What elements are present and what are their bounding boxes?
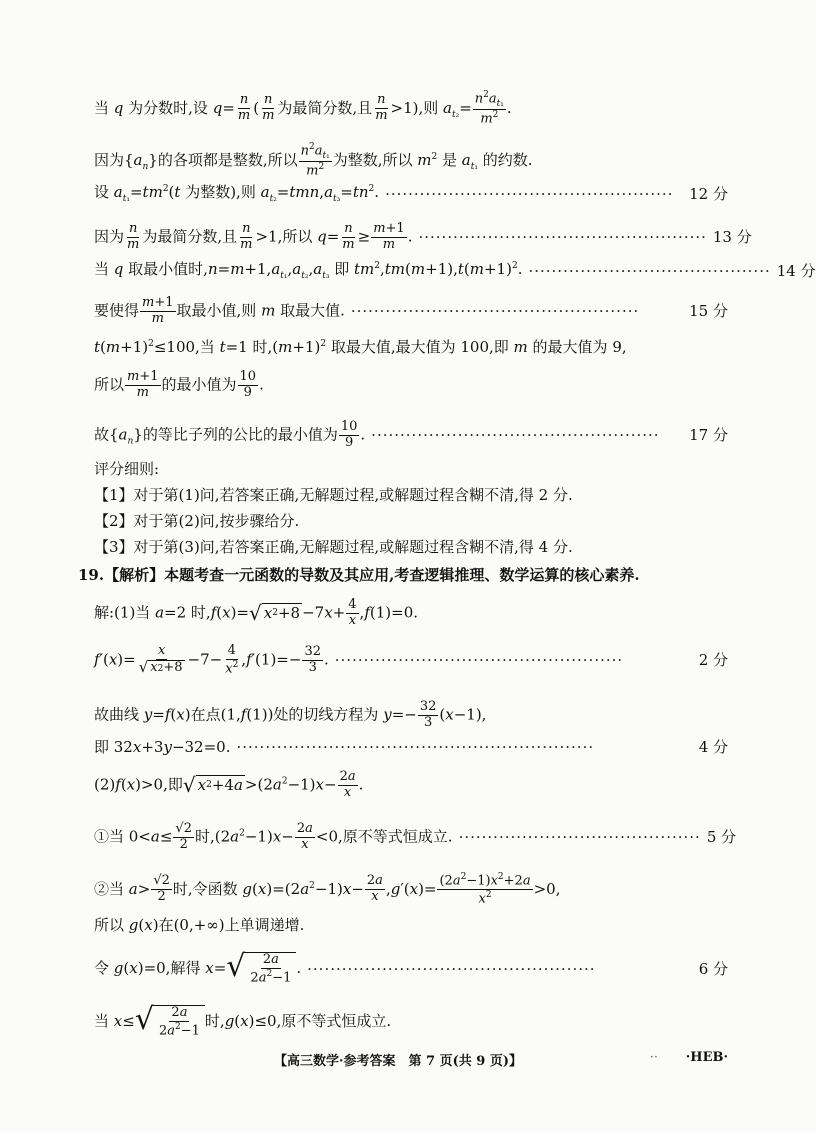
math-line: 所以 $\frac{m+1}{m}$ 的最小值为 $\frac{10}{9}$ . bbox=[94, 369, 264, 400]
math-line: 故$\{a_n\}$的等比子列的公比的最小值为 $\frac{10}{9}$ . ·················································· 17 分 bbox=[94, 419, 728, 450]
footer-code: ·HEB· bbox=[685, 1050, 728, 1065]
math-line: 所以 g(x)在(0,+∞)上单调递增. bbox=[94, 916, 305, 934]
dot-leader: ······························································ bbox=[236, 738, 595, 756]
math-line: f′(x)= x √ x 2 +8 −7− $\frac{4}{x^2}$ ,f′(1)=− $\frac{32}{3}$ . ·················································· 2 分 bbox=[94, 643, 728, 677]
math-line: 当 q 取最小值时$,n=m+1,a_{t_1},a_{t_2},a_{t_3}$ 即 $tm^2,tm(m+1),t(m+1)^2$. ·········································· 14 分 bbox=[94, 260, 816, 281]
footer-page-info: 【高三数学·参考答案 第 7 页(共 9 页)】 bbox=[274, 1054, 523, 1069]
score-label: 15 分 bbox=[689, 301, 728, 320]
dot-leader: ·················································· bbox=[418, 227, 707, 246]
scan-mark: ·· bbox=[649, 1050, 658, 1065]
dot-leader: ·················································· bbox=[307, 959, 596, 978]
score-label: 6 分 bbox=[698, 959, 728, 978]
math-line: 即 32x+3y−32=0. ······························································ 4 分 bbox=[94, 738, 728, 756]
math-line: ①当 0<a≤ $\frac{√2}{2}$ 时$,(2a^2-1)x-$ $\frac{2a}{x}$ <0,原不等式恒成立. ·········································· 5 分 bbox=[94, 821, 737, 852]
math-line: 因为$\{a_n\}$的各项都是整数,所以 $\frac{n^2a_{t_1}}{m^2}$ 为整数,所以 $m^2$ 是 $a_{t_1}$ 的约数. bbox=[94, 142, 533, 179]
math-line: 设 $a_{t_1}=tm^2(t$ 为整数),则 $a_{t_2}=tmn,a_{t_3}=tn^2$. ·················································· 12 分 bbox=[94, 183, 728, 204]
score-label: 2 分 bbox=[698, 651, 728, 670]
math-line: 因为 $\frac{n}{m}$ 为最简分数,且 $\frac{n}{m}$ >1,所以 q= $\frac{n}{m}$ ≥ $\frac{m+1}{m}$ . ·················································· 13 分 bbox=[94, 221, 752, 252]
rubric-heading: 评分细则: bbox=[94, 460, 160, 478]
dot-leader: ·················································· bbox=[334, 651, 624, 670]
problem-heading: 19.【解析】本题考查一元函数的导数及其应用,考查逻辑推理、数学运算的核心素养. bbox=[78, 566, 640, 584]
rubric-item: 【1】对于第(1)问,若答案正确,无解题过程,或解题过程含糊不清,得 2 分. bbox=[94, 486, 573, 504]
math-line: 当 q 为分数时,设 q= $\frac{n}{m}$ ( $\frac{n}{m}$ 为最简分数,且 $\frac{n}{m}$ >1),则 $a_{t_2}=$ $\frac{n^2a_{t_1}}{m^2}$ . bbox=[94, 90, 512, 127]
dot-leader: ·········································· bbox=[528, 262, 771, 280]
score-label: 5 分 bbox=[706, 827, 737, 846]
dot-leader: ·········································· bbox=[458, 827, 701, 846]
score-label: 12 分 bbox=[689, 185, 728, 203]
dot-leader: ·················································· bbox=[385, 185, 674, 203]
math-line: 令 g(x)=0,解得 x= √ $\frac{2a}{2a^2-1}$ . ·················································· 6 分 bbox=[94, 949, 728, 986]
score-label: 14 分 bbox=[776, 262, 816, 280]
math-line: 解:(1)当 a=2 时,f(x)= √ x 2 +8 −7x+ $\frac{4}{x}$ ,f(1)=0. bbox=[94, 597, 419, 628]
dot-leader: ·················································· bbox=[350, 301, 640, 320]
math-line: ②当 a> $\frac{√2}{2}$ 时,令函数 $g(x)=(2a^2-1)x-$ $\frac{2a}{x}$ ,g′(x)= $\frac{(2a^2-1)x^2+2a}{x^2}$ >0, bbox=[94, 872, 561, 907]
math-line: 故曲线 y=f(x)在点(1,f(1))处的切线方程为 y=− $\frac{32}{3}$ (x−1), bbox=[94, 699, 487, 730]
score-label: 17 分 bbox=[689, 425, 728, 444]
math-line: 要使得 $\frac{m+1}{m}$ 取最小值,则 m 取最大值. ·················································· 15 分 bbox=[94, 295, 728, 326]
rubric-item: 【2】对于第(2)问,按步骤给分. bbox=[94, 512, 300, 530]
math-line: (2)f(x)>0,即 √ x 2 +4 a $>(2a^2-1)x-$ $\frac{2a}{x}$ . bbox=[94, 769, 364, 800]
math-line: 当 x≤ √ $\frac{2a}{2a^2-1}$ 时,g(x)≤0,原不等式恒成立. bbox=[94, 1002, 392, 1039]
score-label: 13 分 bbox=[712, 227, 752, 246]
score-label: 4 分 bbox=[698, 738, 728, 756]
dot-leader: ·················································· bbox=[371, 425, 660, 444]
rubric-item: 【3】对于第(3)问,若答案正确,无解题过程,或解题过程含糊不清,得 4 分. bbox=[94, 538, 573, 556]
math-line: $t(m+1)^2\le 100$,当 t=1 时$,(m+1)^2$ 取最大值,最大值为 100,即 m 的最大值为 9, bbox=[94, 338, 627, 356]
